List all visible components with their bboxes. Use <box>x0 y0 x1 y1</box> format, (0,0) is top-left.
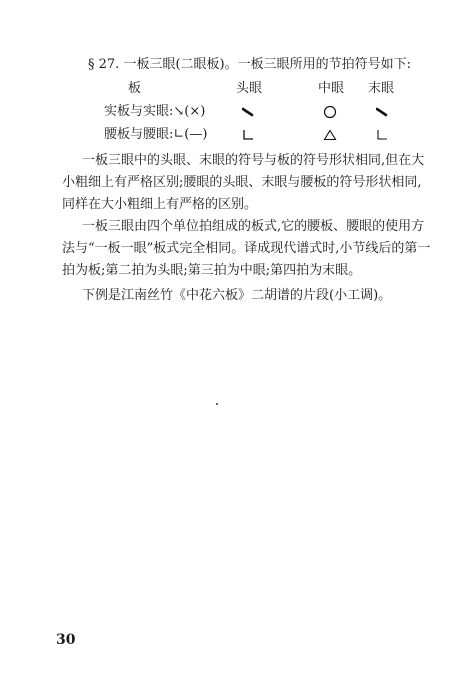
row-label-waist <box>104 126 207 144</box>
page-number: 30 <box>56 632 76 648</box>
column-header-mo-yan: 末眼 <box>368 81 395 96</box>
paragraph-2-line-3: 拍为板;第二拍为头眼;第三拍为中眼;第四拍为末眼。 <box>62 263 362 278</box>
column-header-zhong-yan: 中眼 <box>318 81 345 96</box>
paragraph-2-line-2: 法与“一板一眼”板式完全相同。译成现代谱式时,小节线后的第一 <box>62 241 431 256</box>
slash-mark-icon <box>372 103 392 121</box>
row-label-symbol: ∟(—) <box>173 127 208 142</box>
paragraph-1-line-1: 一板三眼中的头眼、末眼的符号与板的符号形状相同,但在大 <box>82 153 425 168</box>
stray-dot <box>216 403 218 405</box>
column-header-tou-yan: 头眼 <box>236 81 263 96</box>
paragraph-3-line-1: 下例是江南丝竹《中花六板》二胡谱的片段(小工调)。 <box>82 288 392 303</box>
slash-mark-icon <box>238 103 258 121</box>
row-label-text: 腰板与腰眼: <box>104 127 174 142</box>
row-label-symbol: ↘(×) <box>173 104 206 119</box>
column-header-ban: 板 <box>128 81 142 96</box>
section-heading: § 27. 一板三眼(二眼板)。一板三眼所用的节拍符号如下: <box>88 57 411 72</box>
corner-mark-icon <box>372 126 392 144</box>
open-triangle-icon <box>320 126 340 144</box>
paragraph-1-line-3: 同样在大小粗细上有严格的区别。 <box>62 197 258 212</box>
row-label-text: 实板与实眼: <box>104 104 174 119</box>
row-label-solid <box>104 103 205 121</box>
open-circle-icon <box>320 103 340 121</box>
paragraph-1-line-2: 小粗细上有严格区别;腰眼的头眼、末眼与腰板的符号形状相同, <box>62 175 422 190</box>
paragraph-2-line-1: 一板三眼由四个单位拍组成的板式,它的腰板、腰眼的使用方 <box>82 219 425 234</box>
corner-mark-icon <box>238 126 258 144</box>
